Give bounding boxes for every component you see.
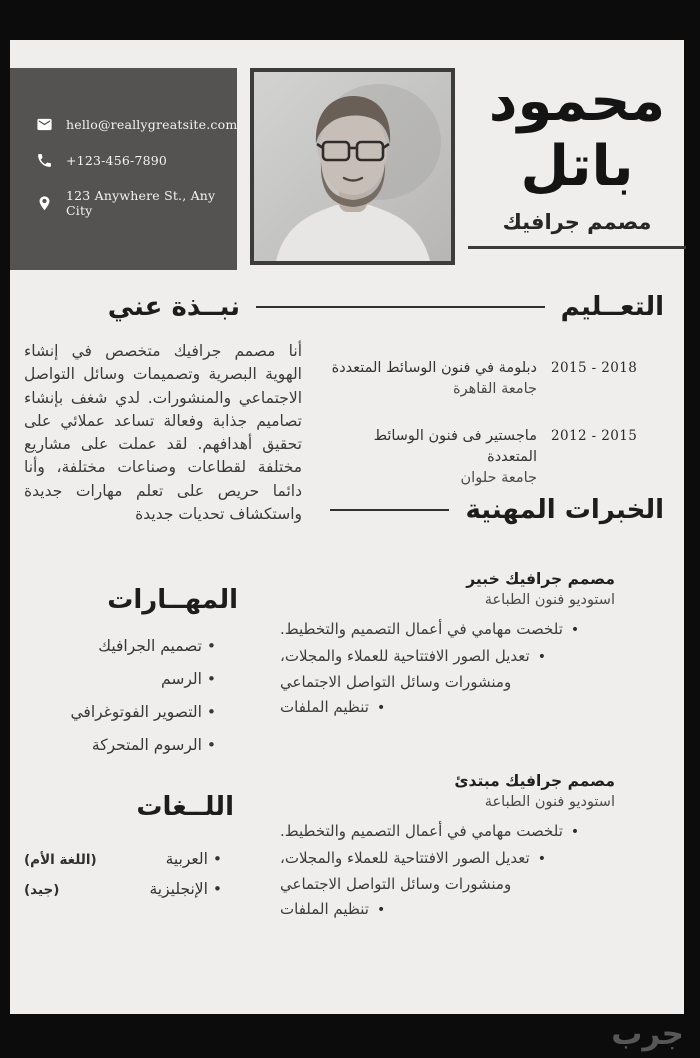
contact-email: hello@reallygreatsite.com: [66, 117, 238, 132]
bullet-line: [280, 647, 615, 667]
language-level: (جيد): [24, 882, 60, 898]
contact-phone: +123-456-7890: [66, 153, 168, 168]
bullet-line: [280, 900, 615, 920]
name-first: محمود: [488, 69, 666, 134]
experience-entry: [280, 770, 615, 926]
contact-box: [10, 68, 237, 270]
location-pin-icon: [36, 195, 53, 212]
bullet-text: تلخصت مهامي في أعمال التصميم والتخطيط.: [280, 822, 563, 841]
contact-address-row: [36, 188, 237, 218]
bullet-line: [280, 620, 615, 640]
bullet-text: تعديل الصور الافتتاحية للعملاء والمجلات،: [280, 848, 530, 867]
education-entry-text: [330, 358, 537, 400]
education-degree: ماجستير فى فنون الوسائط المتعددة: [373, 428, 537, 466]
bullet-text: تلخصت مهامي في أعمال التصميم والتخطيط.: [280, 620, 563, 639]
contact-address: 123 Anywhere St., Any City: [66, 188, 216, 218]
education-entry-text: [330, 426, 537, 489]
experience-company: استوديو فنون الطباعة: [484, 794, 615, 811]
bullet-dot-icon: •: [537, 648, 546, 665]
profile-photo: [250, 68, 455, 265]
bullet-line: [280, 698, 615, 718]
bullet-dot-icon: •: [570, 622, 580, 639]
experience-bullets: [280, 620, 615, 718]
envelope-icon: [36, 116, 53, 133]
language-item: [24, 850, 222, 868]
education-school: جامعة حلوان: [460, 470, 537, 487]
experience-heading-rule: [330, 509, 449, 511]
experience-company: استوديو فنون الطباعة: [484, 592, 615, 609]
languages-list: [24, 850, 222, 910]
experience-heading-text: الخبرات المهنية: [465, 495, 664, 525]
language-name: • العربية: [165, 850, 222, 868]
resume-page: [10, 40, 684, 1014]
education-entry: [330, 358, 638, 400]
watermark-text: جرب: [611, 1016, 684, 1052]
experience-job-title: مصمم جرافيك خبير: [466, 570, 615, 588]
about-section-heading: [22, 292, 348, 322]
education-heading-rule: [330, 306, 545, 308]
language-level: (اللغة الأم): [24, 852, 97, 868]
experience-bullets: [280, 822, 615, 920]
about-heading-text: نبــذة عني: [107, 292, 240, 322]
name-last: باتل: [520, 133, 634, 199]
skill-item: • التصوير الفوتوغرافي: [70, 703, 216, 721]
experience-job-title: مصمم جرافيك مبتدئ: [454, 772, 615, 790]
skill-item: • الرسم: [161, 670, 216, 688]
education-heading-text: التعــليم: [560, 292, 664, 322]
bullet-dot-icon: •: [570, 824, 580, 841]
bullet-text: ومنشورات وسائل التواصل الاجتماعي: [280, 673, 512, 692]
education-section-heading: [330, 292, 664, 322]
experience-section-heading: [330, 495, 664, 525]
education-school: جامعة القاهرة: [453, 381, 537, 398]
bullet-dot-icon: •: [376, 699, 386, 716]
bullet-text: تنظيم الملفات: [280, 697, 369, 716]
language-item: [24, 880, 222, 898]
bullet-text: تعديل الصور الافتتاحية للعملاء والمجلات،: [280, 646, 530, 665]
bullet-line: [280, 875, 615, 894]
experience-entry: [280, 568, 615, 724]
header-divider: [468, 246, 686, 249]
contact-phone-row: [36, 152, 237, 169]
languages-heading: اللــغات: [136, 792, 234, 822]
bullet-text: ومنشورات وسائل التواصل الاجتماعي: [280, 875, 512, 894]
skill-item: • تصميم الجرافيك: [98, 637, 216, 655]
experience-entry-text: [280, 568, 615, 724]
bullet-dot-icon: •: [376, 901, 386, 918]
bullet-line: [280, 673, 615, 692]
education-entry: [330, 426, 638, 489]
bullet-text: تنظيم الملفات: [280, 899, 369, 918]
education-dates: 2015 - 2018: [551, 360, 638, 376]
skills-list: [10, 637, 216, 769]
experience-entry-text: [280, 770, 615, 926]
bullet-dot-icon: •: [537, 850, 546, 867]
education-degree: دبلومة في فنون الوسائط المتعددة: [331, 360, 537, 376]
about-paragraph: أنا مصمم جرافيك متخصص في إنشاء الهوية البصرية وتصميمات وسائل التواصل الاجتماعي والمنشورات. لدي شغف بإنشاء تصاميم جذابة وفعالة تساعد عملائي على تحقيق أهدافهم. لقد عملت على مشاريع مختلفة لقطاعات وصناعات مختلفة، وأنا دائما حريص على تعلم مهارات جديدة واستكشاف تحديات جديدة: [24, 342, 302, 523]
skills-heading: المهــارات: [107, 585, 238, 615]
name-block: [468, 70, 686, 249]
job-title: مصمم جرافيك: [502, 209, 652, 234]
skill-item: • الرسوم المتحركة: [91, 736, 216, 754]
contact-email-row: [36, 116, 237, 133]
education-dates: 2012 - 2015: [551, 428, 638, 444]
language-name: • الإنجليزية: [149, 880, 222, 898]
portrait-illustration: [254, 72, 451, 261]
bullet-line: [280, 849, 615, 869]
phone-icon: [36, 152, 53, 169]
bullet-line: [280, 822, 615, 842]
